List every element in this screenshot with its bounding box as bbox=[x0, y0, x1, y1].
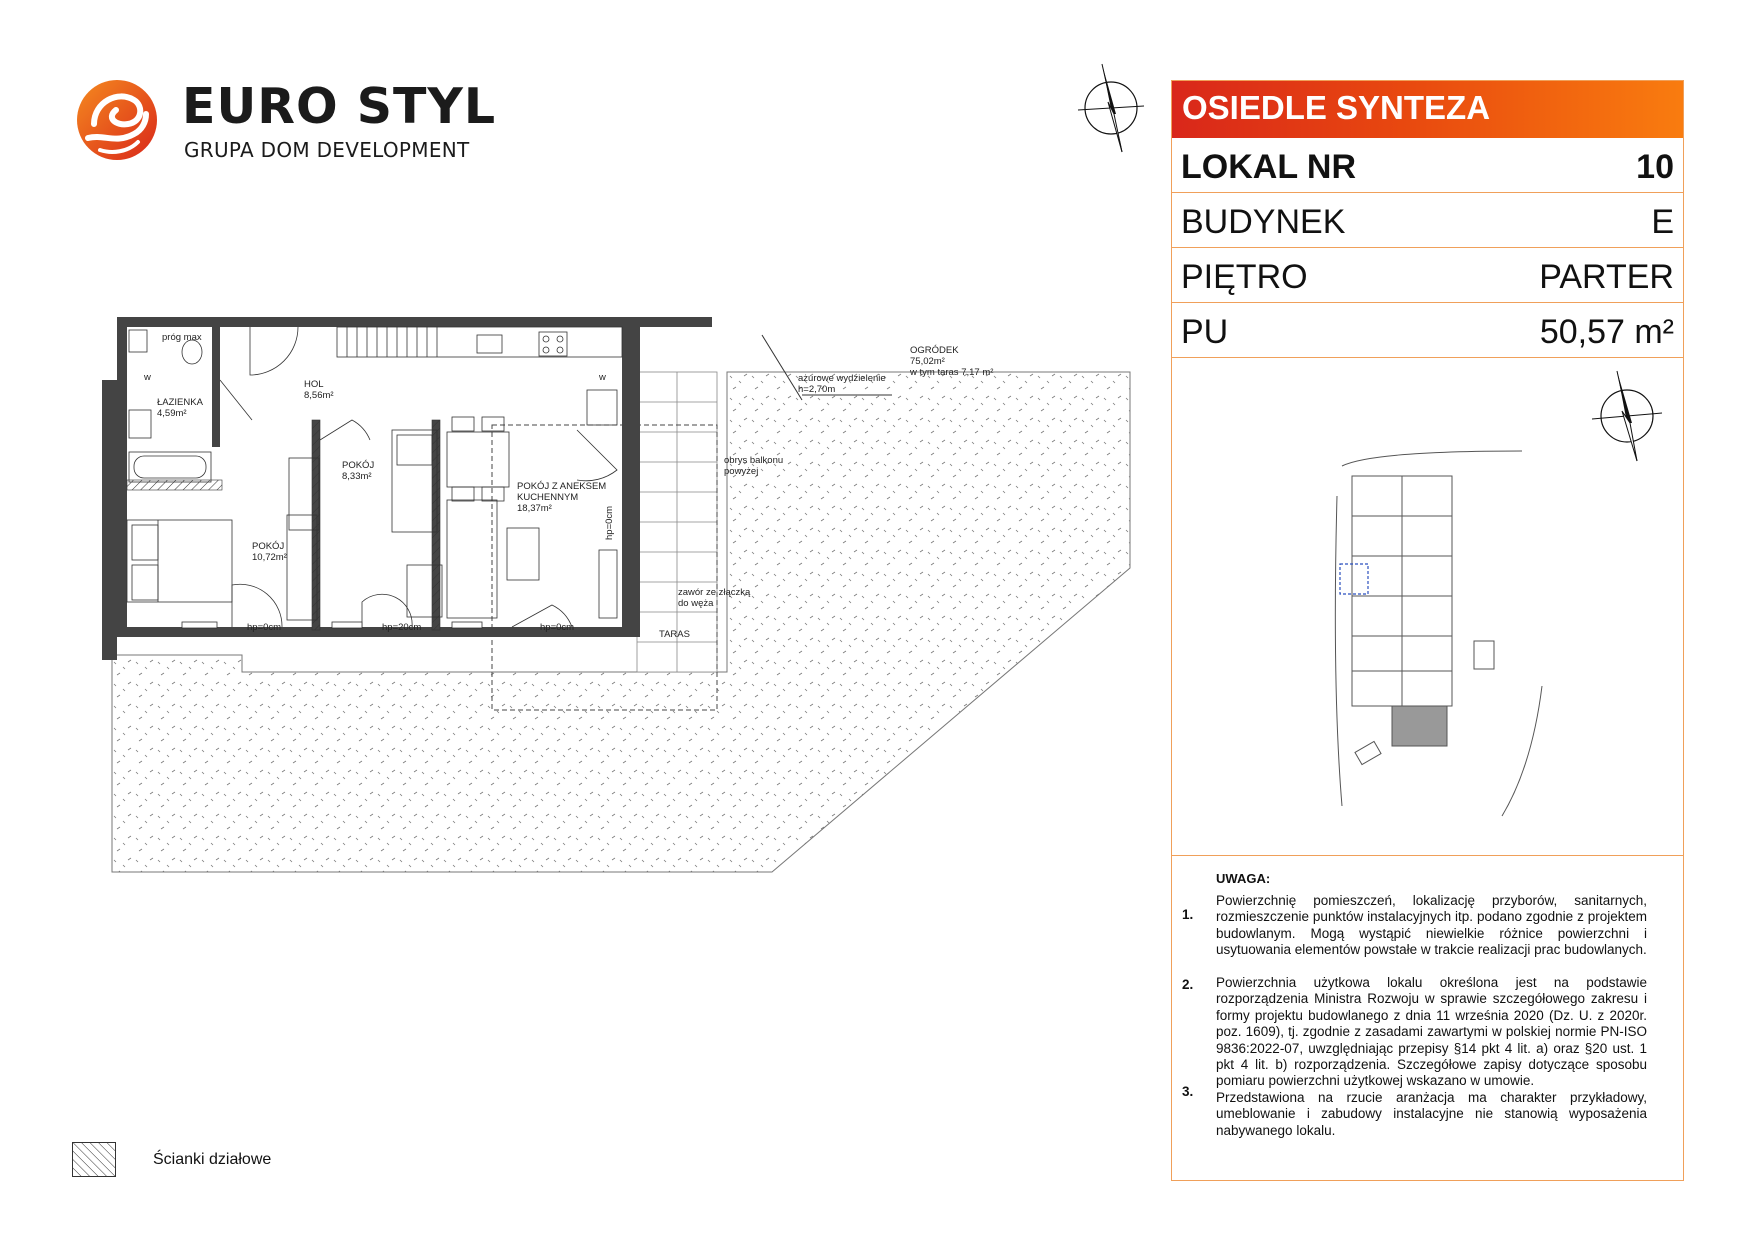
row-unit-number bbox=[1172, 138, 1683, 193]
terrace bbox=[637, 372, 717, 672]
height-label-1: hp=0cm bbox=[247, 622, 282, 633]
building-value: E bbox=[1651, 203, 1674, 241]
pergola-label: ażurowe wydzielenie bbox=[798, 373, 886, 384]
unit-number-label: LOKAL NR bbox=[1181, 148, 1357, 186]
valve-label-2: do węża bbox=[678, 598, 714, 609]
building-key-plan bbox=[1282, 436, 1592, 836]
living-furniture bbox=[447, 417, 617, 618]
row-building bbox=[1172, 193, 1683, 248]
threshold-label: próg max bbox=[162, 332, 202, 343]
bedroom-furniture bbox=[127, 430, 442, 620]
note-number: 3. bbox=[1182, 1084, 1194, 1099]
brand-name: EURO STYL bbox=[182, 78, 497, 135]
north-arrow-icon bbox=[1582, 371, 1672, 461]
garden-terrace-note: w tym taras 7,17 m² bbox=[910, 367, 994, 378]
euro-styl-logo-mark bbox=[76, 78, 158, 162]
terrace-label: TARAS bbox=[659, 629, 690, 640]
garden-label: OGRÓDEK bbox=[910, 345, 959, 356]
living-room-area: 18,37m² bbox=[517, 503, 552, 514]
row-floor bbox=[1172, 248, 1683, 303]
north-arrow-icon bbox=[1072, 62, 1150, 154]
partition-walls bbox=[127, 420, 440, 630]
living-room-label: POKÓJ Z ANEKSEM bbox=[517, 481, 607, 492]
floor-value: PARTER bbox=[1539, 258, 1674, 296]
apartment-floor-plan bbox=[112, 332, 1142, 960]
building-label: BUDYNEK bbox=[1181, 203, 1346, 241]
legend-label: Ścianki działowe bbox=[153, 1151, 272, 1168]
note-text: Powierzchnię pomieszczeń, lokalizację przyborów, sanitarnych, rozmieszczenie punktów instalacyjnych itp. podano zgodnie z projektem budowlanym. Mogą wystąpić niewielkie różnice powierzchni i usytuowania elementów powstałe w trakcie realizacji prac budowlanych. bbox=[1216, 893, 1647, 958]
pergola-height: h=2,70m bbox=[798, 384, 836, 395]
balcony-outline-label-2: powyżej bbox=[724, 466, 759, 477]
valve-label: zawór ze złączką bbox=[678, 587, 751, 598]
area-value: 50,57 m² bbox=[1539, 313, 1674, 351]
living-room-label-2: KUCHENNYM bbox=[517, 492, 579, 503]
estate-name: OSIEDLE SYNTEZA bbox=[1182, 89, 1491, 126]
hall-area: 8,56m² bbox=[304, 390, 334, 401]
bedroom-area: 10,72m² bbox=[252, 552, 287, 563]
kitchen-counter bbox=[337, 327, 622, 425]
euro-styl-logo bbox=[76, 78, 497, 168]
floor-label: PIĘTRO bbox=[1181, 258, 1308, 296]
row-area bbox=[1172, 303, 1683, 358]
note-text: Powierzchnia użytkowa lokalu określona jest na podstawie rozporządzenia Ministra Rozwoju w sprawie szczegółowego zakresu i formy projektu budowlanego z dnia 11 września 2020 (Dz. U. z 2020r. poz. 1609), tj. zgodnie z zasadami zawartymi w polskiej normie PN-ISO 9836:2022-07, uwzględniając przepisy §14 pkt 4 lit. a) oraz §20 ust. 1 pkt 4 lit. b) rozporządzenia. Szczegółowe zapisy dotyczące sposobu pomiaru powierzchni użytkowej wskazano w umowie. bbox=[1216, 975, 1647, 1089]
area-label: PU bbox=[1181, 313, 1229, 351]
room-small-label: POKÓJ bbox=[342, 460, 375, 471]
info-panel bbox=[1171, 80, 1684, 1181]
partition-wall-legend-swatch bbox=[72, 1142, 116, 1177]
w-label-2: w bbox=[144, 372, 151, 383]
garden-area-label: 75,02m² bbox=[910, 356, 945, 367]
w-label-1: w bbox=[599, 372, 606, 383]
note-number: 2. bbox=[1182, 977, 1194, 992]
height-label-2: hp=20cm bbox=[382, 622, 422, 633]
note-number: 1. bbox=[1182, 907, 1194, 922]
room-small-area: 8,33m² bbox=[342, 471, 372, 482]
note-text: Przedstawiona na rzucie aranżacja ma charakter przykładowy, umeblowanie i zabudowy instalacyjne nie stanowią wyposażenia nabywanego lokalu. bbox=[1216, 1090, 1647, 1138]
brand-subtitle: GRUPA DOM DEVELOPMENT bbox=[184, 138, 470, 162]
bathroom-area: 4,59m² bbox=[157, 408, 187, 419]
panel-header bbox=[1172, 81, 1683, 138]
doors bbox=[220, 327, 617, 627]
unit-number-value: 10 bbox=[1636, 148, 1674, 186]
bedroom-label: POKÓJ bbox=[252, 541, 285, 552]
height-label-4: hp=0cm bbox=[604, 505, 615, 540]
height-label-3: hp=0cm bbox=[540, 622, 575, 633]
hall-label: HOL bbox=[304, 379, 324, 390]
notes-divider bbox=[1172, 855, 1683, 856]
balcony-outline-label: obrys balkonu bbox=[724, 455, 784, 466]
notes-title: UWAGA: bbox=[1216, 871, 1271, 886]
bathroom-label: ŁAZIENKA bbox=[157, 397, 203, 408]
